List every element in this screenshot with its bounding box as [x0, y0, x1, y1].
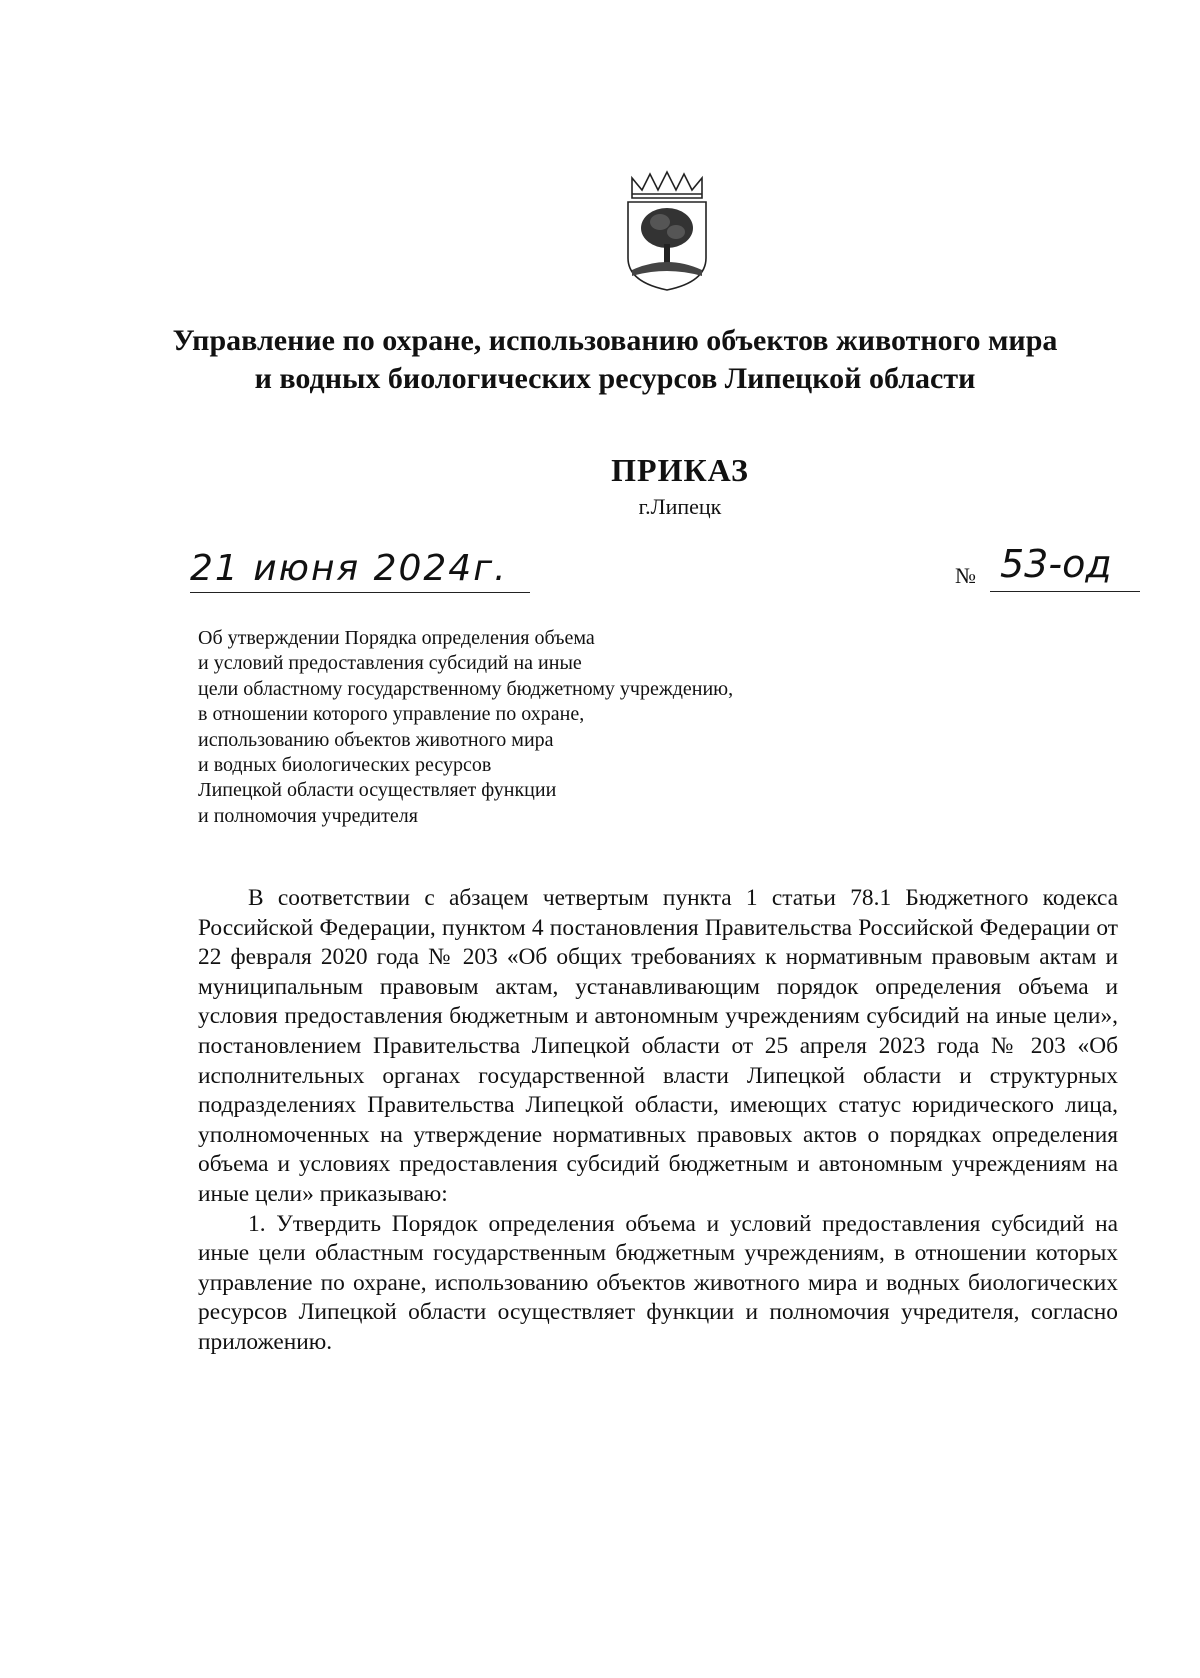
document-type: ПРИКАЗ — [611, 452, 749, 488]
subject-line: и полномочия учредителя — [198, 804, 418, 827]
subject-line: и водных биологических ресурсов — [198, 754, 492, 777]
body-preamble: В соответствии с абзацем четвертым пункта 1 статьи 78.1 Бюджетного кодекса Российской Федерации, пунктом 4 постановления Правительства Российской Федерации от 22 февраля 2020 года № 203 «Об общих требованиях к нормативным правовым актам и муниципальным правовым актам, устанавливающим порядок определения объема и условия предоставления бюджетным и автономным учреждениям субсидий на иные цели», постановлением Правительства Липецкой области от 25 апреля 2023 года № 203 «Об исполнительных органах государственной власти Липецкой области и структурных подразделениях Правительства Липецкой области, имеющих статус юридического лица, уполномоченных на утверждение нормативных правовых актов о порядках определения объема и условиях предоставления субсидий бюджетным и автономным учреждениям на иные цели» приказываю: — [198, 885, 1118, 1207]
organization-title-line1: Управление по охране, использованию объектов животного мира — [172, 324, 1058, 357]
subject-line: Липецкой области осуществляет функции — [198, 779, 557, 802]
date-underline — [190, 592, 530, 593]
document-body — [198, 884, 1118, 1358]
subject-line: и условий предоставления субсидий на иные — [198, 652, 582, 675]
organization-title — [150, 322, 1080, 398]
organization-title-line2: и водных биологических ресурсов Липецкой области — [254, 362, 976, 395]
subject-line: цели областному государственному бюджетному учреждению, — [198, 677, 734, 700]
coat-of-arms-emblem — [624, 170, 710, 294]
document-subject — [198, 626, 838, 829]
subject-line: в отношении которого управление по охране, — [198, 703, 585, 726]
document-date: 21 июня 2024г. — [190, 548, 508, 589]
number-label: № — [955, 563, 976, 588]
body-item-1: 1. Утвердить Порядок определения объема и условий предоставления субсидий на иные цели областным государственным бюджетным учреждениям, в отношении которых управление по охране, использованию объектов животного мира и водных биологических ресурсов Липецкой области осуществляет функции и полномочия учредителя, согласно приложению. — [198, 1210, 1118, 1355]
document-city: г.Липецк — [638, 494, 722, 519]
document-number: 53-од — [1000, 542, 1112, 586]
number-underline — [990, 591, 1140, 592]
subject-line: использованию объектов животного мира — [198, 728, 554, 751]
subject-line: Об утверждении Порядка определения объема — [198, 627, 595, 649]
